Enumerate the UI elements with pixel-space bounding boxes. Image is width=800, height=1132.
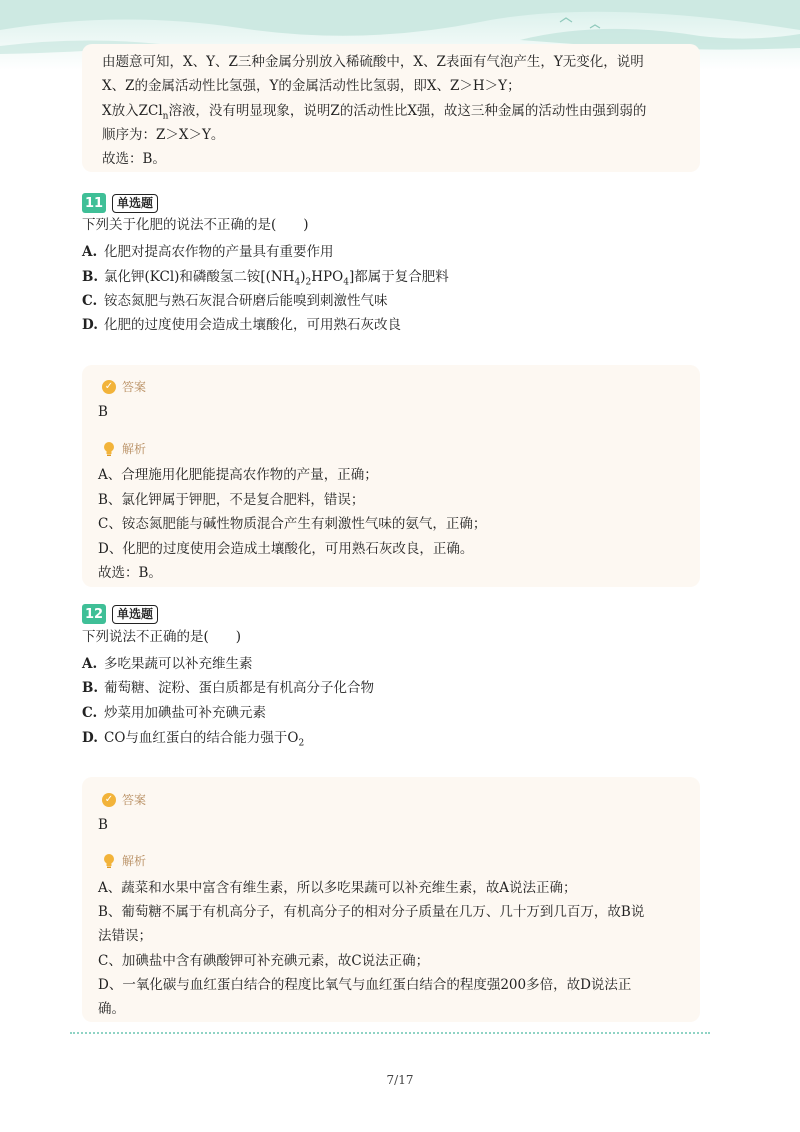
option-c: C. 铵态氮肥与熟石灰混合研磨后能嗅到刺激性气味 xyxy=(82,293,388,309)
analysis-line: D、一氧化碳与血红蛋白结合的程度比氧气与血红蛋白结合的程度强200多倍，故D说法正 xyxy=(98,977,632,993)
analysis-label: 解析 xyxy=(102,852,146,869)
option-a: A. 化肥对提高农作物的产量具有重要作用 xyxy=(82,244,334,260)
answer-label: ✓ 答案 xyxy=(102,791,146,808)
prev-explanation-line: 由题意可知，X、Y、Z三种金属分别放入稀硫酸中，X、Z表面有气泡产生，Y无变化，说明 xyxy=(102,54,644,70)
analysis-line: B、葡萄糖不属于有机高分子，有机高分子的相对分子质量在几万、几十万到几百万，故B说 xyxy=(98,904,645,920)
answer-label: ✓ 答案 xyxy=(102,378,146,395)
question-type-badge: 单选题 xyxy=(112,194,158,213)
answer-value: B xyxy=(98,817,108,833)
question-stem: 下列关于化肥的说法不正确的是( ) xyxy=(82,217,309,233)
question-header xyxy=(82,604,158,624)
analysis-line: A、蔬菜和水果中富含有维生素，所以多吃果蔬可以补充维生素，故A说法正确； xyxy=(98,880,577,896)
check-icon: ✓ xyxy=(102,380,116,394)
analysis-line: B、氯化钾属于钾肥，不是复合肥料，错误； xyxy=(98,492,365,508)
divider xyxy=(70,1032,710,1034)
analysis-line: 故选：B。 xyxy=(98,565,162,581)
lightbulb-icon xyxy=(102,853,116,869)
question-stem: 下列说法不正确的是( ) xyxy=(82,629,242,645)
analysis-line: A、合理施用化肥能提高农作物的产量，正确； xyxy=(98,467,378,483)
analysis-line: C、加碘盐中含有碘酸钾可补充碘元素，故C说法正确； xyxy=(98,953,430,969)
prev-explanation-line: 顺序为：Z＞X＞Y。 xyxy=(102,127,225,143)
answer-value: B xyxy=(98,404,108,420)
analysis-line: 法错误； xyxy=(98,928,152,944)
check-icon: ✓ xyxy=(102,793,116,807)
question-header xyxy=(82,193,158,213)
question-number: 12 xyxy=(82,604,106,624)
analysis-label: 解析 xyxy=(102,440,146,457)
analysis-line: 确。 xyxy=(98,1001,125,1017)
lightbulb-icon xyxy=(102,441,116,457)
option-b: B. 葡萄糖、淀粉、蛋白质都是有机高分子化合物 xyxy=(82,680,374,696)
analysis-line: D、化肥的过度使用会造成土壤酸化，可用熟石灰改良，正确。 xyxy=(98,541,474,557)
question-type-badge: 单选题 xyxy=(112,605,158,624)
option-d: D. CO与血红蛋白的结合能力强于$O_2$ xyxy=(82,730,305,749)
option-a: A. 多吃果蔬可以补充维生素 xyxy=(82,656,253,672)
option-b: B. 氯化钾(KCl)和磷酸氢二铵$[(NH_4)_2HPO_4]$都属于复合肥料 xyxy=(82,269,449,288)
analysis-line: C、铵态氮肥能与碱性物质混合产生有刺激性气味的氨气，正确； xyxy=(98,516,487,532)
option-d: D. 化肥的过度使用会造成土壤酸化，可用熟石灰改良 xyxy=(82,317,401,333)
option-c: C. 炒菜用加碘盐可补充碘元素 xyxy=(82,705,266,721)
prev-explanation-line: 故选：B。 xyxy=(102,151,166,167)
prev-explanation-line: X放入ZCl$_n$溶液，没有明显现象，说明Z的活动性比X强，故这三种金属的活动性由强到弱的 xyxy=(102,103,647,122)
page-number: 7/17 xyxy=(386,1073,414,1087)
question-number: 11 xyxy=(82,193,106,213)
prev-explanation-line: X、Z的金属活动性比氢强，Y的金属活动性比氢弱，即X、Z＞H＞Y； xyxy=(102,78,521,94)
